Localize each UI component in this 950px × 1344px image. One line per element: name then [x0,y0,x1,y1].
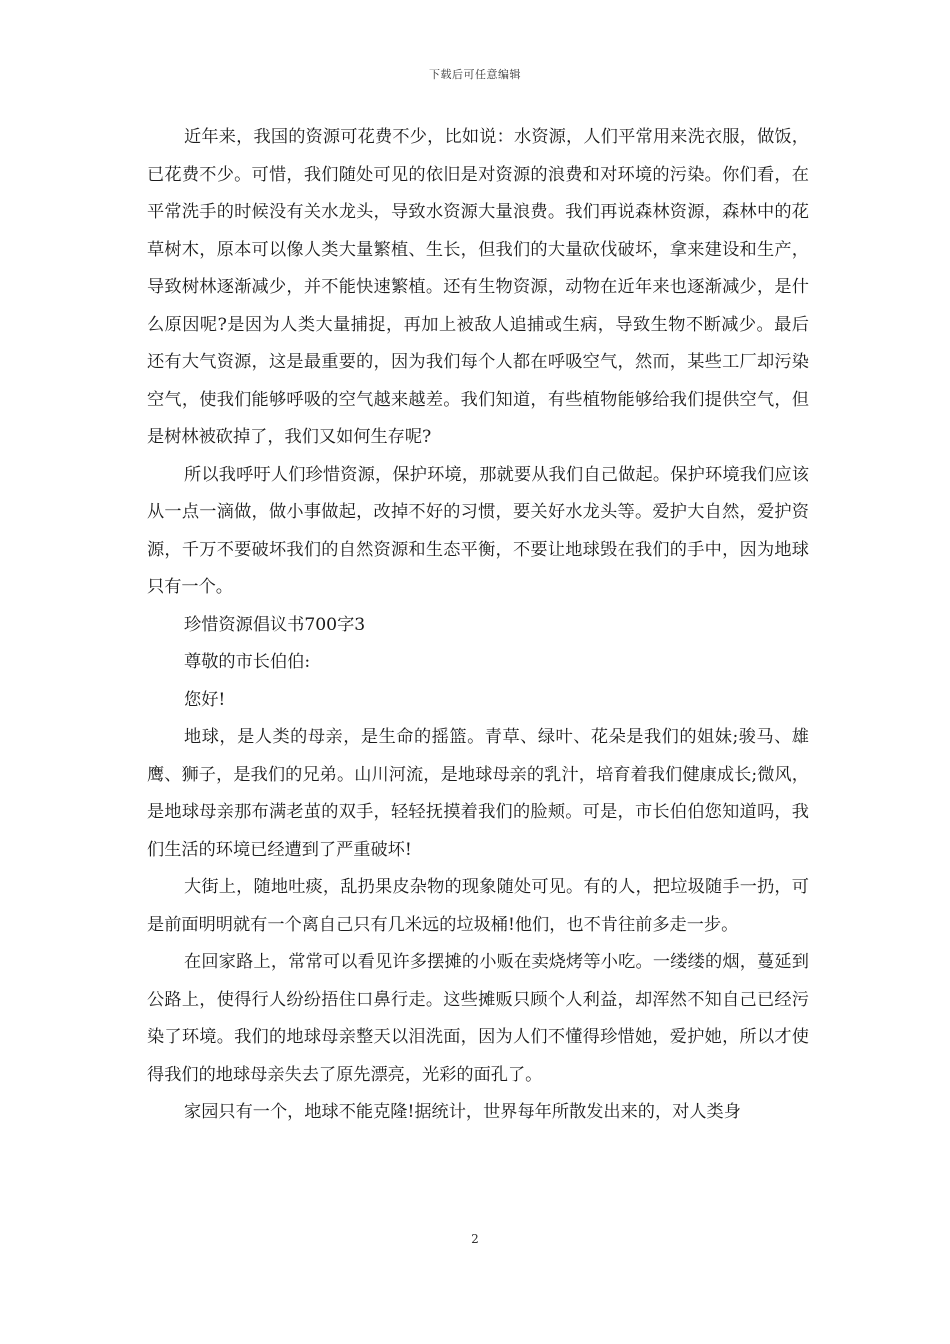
paragraph-appeal: 所以我呼吁人们珍惜资源，保护环境，那就要从我们自己做起。保护环境我们应该从一点一滴做，做小事做起，改掉不好的习惯，要关好水龙头等。爱护大自然，爱护资源，千万不要破坏我们的自然资源和生态平衡，不要让地球毁在我们的手中，因为地球只有一个。 [147,464,809,597]
paragraph-street: 大街上，随地吐痰，乱扔果皮杂物的现象随处可见。有的人，把垃圾随手一扔，可是前面明明就有一个离自己只有几米远的垃圾桶!他们，也不肯往前多走一步。 [147,877,809,935]
document-body [147,119,809,1132]
paragraph-home: 家园只有一个，地球不能克隆!据统计，世界每年所散发出来的，对人类身 [184,1102,741,1122]
paragraph-vendors: 在回家路上，常常可以看见许多摆摊的小贩在卖烧烤等小吃。一缕缕的烟，蔓延到公路上，使得行人纷纷捂住口鼻行走。这些摊贩只顾个人利益，却浑然不知自己已经污染了环境。我们的地球母亲整天以泪洗面，因为人们不懂得珍惜她，爱护她，所以才使得我们的地球母亲失去了原先漂亮，光彩的面孔了。 [147,952,809,1085]
page-number: 2 [471,1232,479,1246]
greeting: 您好! [184,689,226,710]
salutation: 尊敬的市长伯伯: [184,652,311,672]
section-title: 珍惜资源倡议书700字3 [184,614,366,635]
paragraph-earth: 地球，是人类的母亲，是生命的摇篮。青草、绿叶、花朵是我们的姐妹;骏马、雄鹰、狮子，是我们的兄弟。山川河流，是地球母亲的乳汁，培育着我们健康成长;微风，是地球母亲那布满老茧的双手，轻轻抚摸着我们的脸颊。可是，市长伯伯您知道吗，我们生活的环境已经遭到了严重破坏! [147,727,809,860]
paragraph-resources: 近年来，我国的资源可花费不少，比如说：水资源，人们平常用来洗衣服，做饭，已花费不少。可惜，我们随处可见的依旧是对资源的浪费和对环境的污染。你们看，在平常洗手的时候没有关水龙头，导致水资源大量浪费。我们再说森林资源，森林中的花草树木，原本可以像人类大量繁植、生长，但我们的大量砍伐破坏，拿来建设和生产，导致树林逐渐减少，并不能快速繁植。还有生物资源，动物在近年来也逐渐减少，是什么原因呢?是因为人类大量捕捉，再加上被敌人追捕或生病，导致生物不断减少。最后还有大气资源，这是最重要的，因为我们每个人都在呼吸空气，然而，某些工厂却污染空气，使我们能够呼吸的空气越来越差。我们知道，有些植物能够给我们提供空气，但是树林被砍掉了，我们又如何生存呢? [147,127,809,447]
page-header: 下载后可任意编辑 [429,68,521,81]
